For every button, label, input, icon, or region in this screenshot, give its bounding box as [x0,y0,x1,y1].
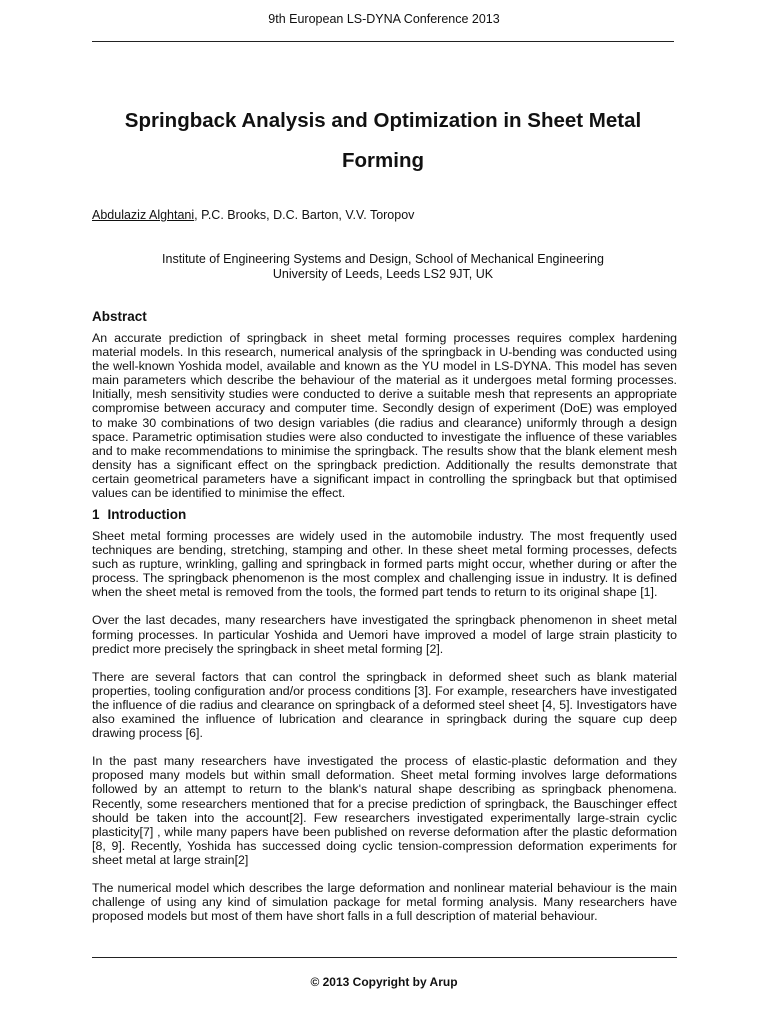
paragraph: There are several factors that can control the springback in deformed sheet such as blank material properties, tooling configuration and/or process conditions [3]. For example, researchers have investigated the influence of die radius and clearance on springback of a deformed steel sheet [4, 5]. Investigators have also examined the influence of lubrication and clearance in springback during the square cup deep drawing process [6]. [92,669,677,741]
co-authors: , P.C. Brooks, D.C. Barton, V.V. Toropov [194,208,415,222]
running-header: 9th European LS-DYNA Conference 2013 [268,12,500,26]
introduction-body [92,529,677,937]
abstract-heading: Abstract [92,309,147,324]
paragraph: In the past many researchers have investigated the process of elastic-plastic deformation and they proposed many models but within small deformation. Sheet metal forming involves large deformations followed by an attempt to return to the blank's natural shape describing as springback phenomena. Recently, some researchers mentioned that for a precise prediction of springback, the Bauschinger effect should be taken into the account[2]. Few researchers investigated experimentally large-strain cyclic plasticity[7] , while many papers have been published on reverse deformation after the plastic deformation [8, 9]. Recently, Yoshida has successed doing cyclic tension-compression deformation experiments for sheet metal at large strain[2] [92,754,677,867]
section-number: 1 [92,507,100,522]
paragraph: Sheet metal forming processes are widely used in the automobile industry. The most frequently used techniques are bending, stretching, stamping and other. In these sheet metal forming processes, defects such as rupture, wrinkling, galling and springback in formed parts might occur, whether during or after the process. The springback phenomenon is the most complex and challenging issue in industry. It is defined when the sheet metal is removed from the tools, the formed part tends to return to its original shape [1]. [92,529,677,600]
section-heading-introduction [92,507,186,522]
paper-title: Springback Analysis and Optimization in Sheet Metal Forming [124,109,642,172]
author-list [92,208,674,222]
section-title: Introduction [107,507,187,522]
lead-author: Abdulaziz Alghtani [92,208,195,222]
affiliation-line-2: University of Leeds, Leeds LS2 9JT, UK [272,267,494,281]
paragraph: Over the last decades, many researchers have investigated the springback phenomenon in sheet metal forming processes. In particular Yoshida and Uemori have improved a model of large strain plasticity to predict more precisely the springback in sheet metal forming [2]. [92,613,677,656]
copyright-footer: © 2013 Copyright by Arup [310,975,458,989]
abstract-text: An accurate prediction of springback in sheet metal forming processes requires complex hardening material models. In this research, numerical analysis of the springback in U-bending was conducted using the well-known Yoshida model, available and known as the YU model in LS-DYNA. This model has seven main parameters which describe the behaviour of the material as it undergoes metal forming processes. Initially, mesh sensitivity studies were conducted to derive a suitable mesh that represents an appropriate compromise between accuracy and computer time. Secondly design of experiment (DoE) was employed to make 30 combinations of two design variables (die radius and clearance) uniformly through a design space. Parametric optimisation studies were also conducted to investigate the influence of these variables and to make recommendations to minimise the springback. The results show that the blank element mesh density has a significant effect on the springback prediction. Additionally the results demonstrate that certain geometrical parameters have a significant impact in controlling the springback but that optimised values can be identified to minimise the effect. [92,331,677,501]
paragraph: The numerical model which describes the large deformation and nonlinear material behaviour is the main challenge of using any kind of simulation package for metal forming analysis. Many researchers have proposed models but most of them have short falls in a full description of material behaviour. [92,880,677,924]
affiliation-line-1: Institute of Engineering Systems and Design, School of Mechanical Engineering [162,252,604,266]
header-divider [92,41,674,42]
footer-divider [92,957,677,958]
affiliation [92,252,674,282]
